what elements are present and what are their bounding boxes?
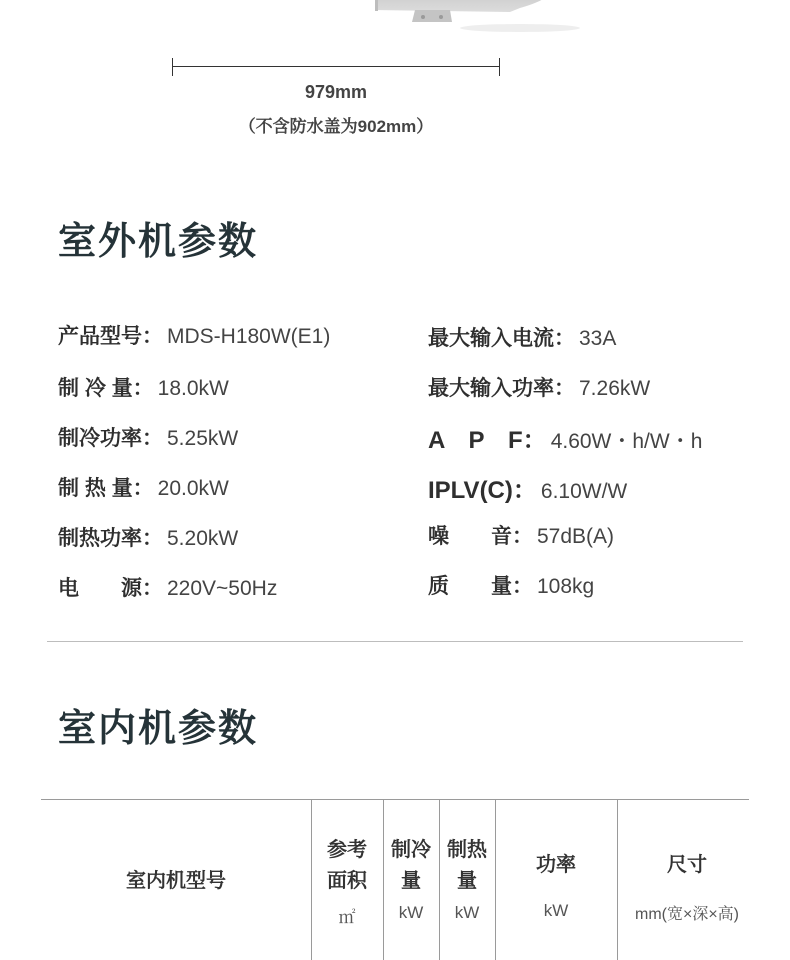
spec-max-current: 最大输入电流： 33A [428,327,617,350]
header-heating-capacity: 制热 量 kW [439,835,495,923]
indoor-table-top-border [41,799,749,800]
spec-iplv: IPLV(C)： 6.10W/W [428,477,628,504]
indoor-section-title: 室内机参数 [58,708,259,750]
outdoor-unit-image [160,0,580,35]
spec-model: 产品型号： MDS-H180W(E1) [58,325,331,348]
header-power: 功率 kW [495,850,617,921]
header-cooling-capacity: 制冷 量 kW [383,835,439,923]
header-reference-area: 参考 面积 ㎡ [311,835,383,928]
spec-cooling-power: 制冷功率： 5.25kW [58,427,239,450]
dimension-line [172,58,500,76]
dimension-width-label: 979mm [304,82,368,102]
spec-cooling-capacity: 制 冷 量： 18.0kW [58,377,229,400]
spec-max-input-power: 最大输入功率： 7.26kW [428,377,651,400]
dimension-note: （不含防水盖为902mm） [238,117,434,136]
spec-heating-capacity: 制 热 量： 20.0kW [58,477,229,500]
section-divider [47,641,743,642]
spec-noise: 噪 音： 57dB(A) [428,525,615,548]
header-unit: kW [454,903,480,922]
spec-apf: A P F： 4.60W・h/W・h [428,427,703,454]
spec-heating-power: 制热功率： 5.20kW [58,527,239,550]
header-unit: ㎡ [338,908,356,927]
header-indoor-model: 室内机型号 [126,870,226,892]
spec-weight: 质 量： 108kg [428,575,595,598]
header-unit: mm(宽×深×高) [634,906,739,923]
header-unit: kW [543,901,569,920]
outdoor-section-title: 室外机参数 [58,221,259,263]
header-unit: kW [398,903,424,922]
header-dimensions: 尺寸 mm(宽×深×高) [617,850,757,924]
spec-power-supply: 电 源： 220V~50Hz [58,577,278,600]
